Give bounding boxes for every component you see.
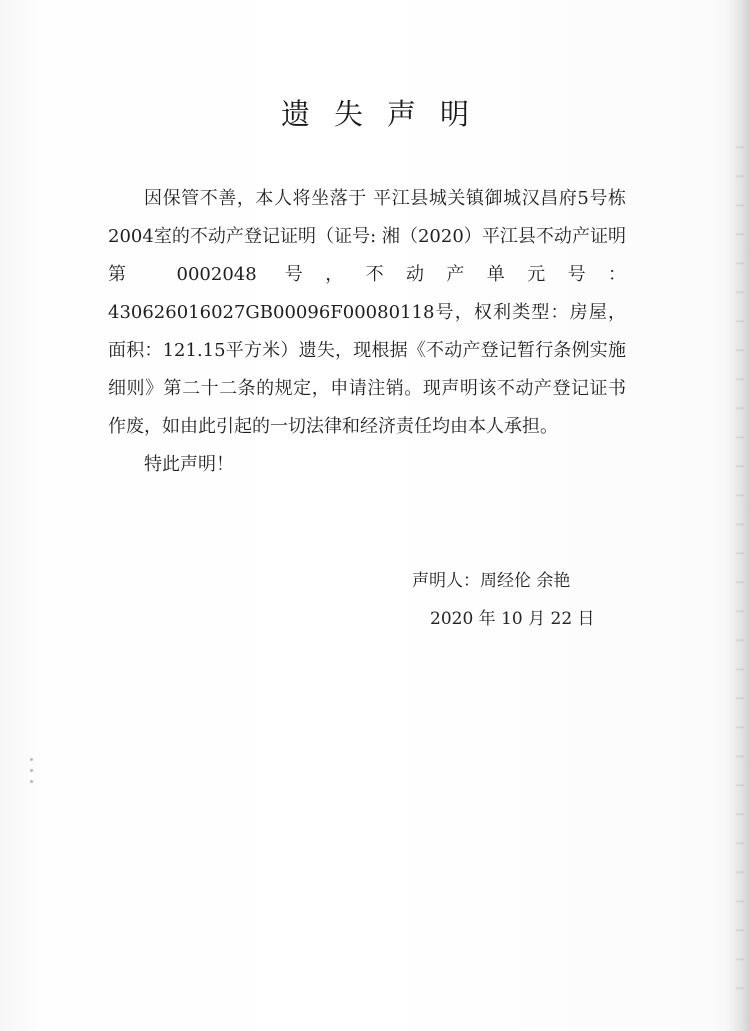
declaration-date: 2020 年 10 月 22 日	[430, 609, 595, 629]
scan-edge-specks	[736, 120, 744, 1000]
declarant-signature: 声明人：周经伦 余艳	[412, 571, 571, 591]
closing-paragraph: 特此声明！	[144, 454, 234, 475]
scan-left-dots	[30, 758, 38, 788]
document-title: 遗失声明	[280, 97, 493, 131]
statement-paragraph: 因保管不善，本人将坐落于 平江县城关镇御城汉昌府5号栋2004室的不动产登记证明（证号: 湘（2020）平江县不动产证明第 0002048 号，不动产单元号：430626016027GB00096F00080118号，权利类型：房屋，面积：121.15平方米）遗失，现根据《不动产登记暂行条例实施细则》第二十二条的规定，申请注销。现声明该不动产登记证书作废，如由此引起的一切法律和经济责任均由本人承担。	[108, 188, 626, 437]
document-body	[108, 180, 626, 484]
